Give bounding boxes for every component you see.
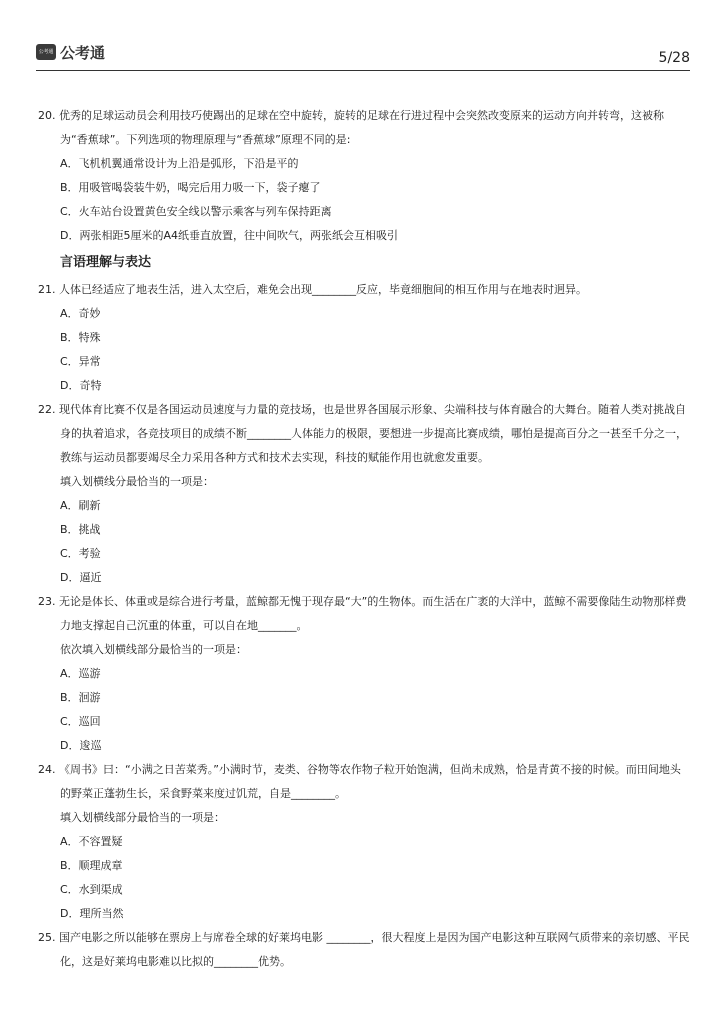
page-header [36, 40, 690, 71]
option-d: D．理所当然 [60, 907, 124, 920]
option-b: B．挑战 [60, 523, 101, 536]
brand-name: 公考通 [60, 44, 106, 62]
option-a: A．飞机机翼通常设计为上沿是弧形，下沿是平的 [60, 157, 299, 170]
question-prompt: 填入划横线部分最恰当的一项是： [60, 811, 225, 824]
option-a: A．奇妙 [60, 307, 101, 320]
question-21 [38, 278, 690, 398]
question-stem: 22. 现代体育比赛不仅是各国运动员速度与力量的竞技场，也是世界各国展示形象、尖端科技与体育融合的大舞台。随着人类对挑战自身的执着追求，各竞技项目的成绩不断________人体能力的极限，要想进一步提高比赛成绩，哪怕是提高百分之一甚至千分之一，教练与运动员都要竭尽全力采用各种方式和技术去实现，科技的赋能作用也就愈发重要。 [38, 403, 687, 464]
option-b: B．特殊 [60, 331, 101, 344]
question-prompt: 填入划横线分最恰当的一项是： [60, 475, 214, 488]
option-c: C．考验 [60, 547, 101, 560]
question-prompt: 依次填入划横线部分最恰当的一项是： [60, 643, 247, 656]
question-stem: 25. 国产电影之所以能够在票房上与席卷全球的好莱坞电影 ________，很大程度上是因为国产电影这种互联网气质带来的亲切感、平民化，这是好莱坞电影难以比拟的________优势。 [38, 931, 690, 968]
option-a: A．不容置疑 [60, 835, 123, 848]
option-d: D．逡巡 [60, 739, 102, 752]
question-stem: 23. 无论是体长、体重或是综合进行考量，蓝鲸都无愧于现存最“大”的生物体。而生活在广袤的大洋中，蓝鲸不需要像陆生动物那样费力地支撑起自己沉重的体重，可以自在地_______。 [38, 595, 687, 632]
logo-icon: 公考通 [36, 44, 56, 60]
option-c: C．水到渠成 [60, 883, 123, 896]
question-stem: 21. 人体已经适应了地表生活，进入太空后，难免会出现________反应，毕竟细胞间的相互作用与在地表时迥异。 [38, 283, 587, 296]
option-b: B．洄游 [60, 691, 101, 704]
option-c: C．异常 [60, 355, 101, 368]
option-d: D．两张相距5厘米的A4纸垂直放置，往中间吹气，两张纸会互相吸引 [60, 229, 398, 242]
section-title: 言语理解与表达 [60, 255, 152, 270]
option-a: A．巡游 [60, 667, 101, 680]
option-c: C．巡回 [60, 715, 101, 728]
question-24 [38, 758, 690, 926]
option-b: B．顺理成章 [60, 859, 123, 872]
question-stem: 20. 优秀的足球运动员会利用技巧使踢出的足球在空中旋转，旋转的足球在行进过程中会突然改变原来的运动方向并转弯，这被称为“香蕉球”。下列选项的物理原理与“香蕉球”原理不同的是: [38, 109, 664, 146]
page-number: 5/28 [658, 50, 690, 66]
option-b: B．用吸管喝袋装牛奶，喝完后用力吸一下，袋子瘪了 [60, 181, 321, 194]
question-20 [38, 104, 690, 248]
option-a: A．刷新 [60, 499, 101, 512]
option-d: D．奇特 [60, 379, 102, 392]
question-25 [38, 926, 690, 974]
option-d: D．逼近 [60, 571, 102, 584]
question-stem: 24. 《周书》曰：“小满之日苦菜秀。”小满时节，麦类、谷物等农作物子粒开始饱满，但尚未成熟，恰是青黄不接的时候。而田间地头的野菜正蓬勃生长，采食野菜来度过饥荒，自是________。 [38, 763, 681, 800]
option-c: C．火车站台设置黄色安全线以警示乘客与列车保持距离 [60, 205, 332, 218]
question-23 [38, 590, 690, 758]
document-body [38, 104, 690, 974]
question-22 [38, 398, 690, 590]
